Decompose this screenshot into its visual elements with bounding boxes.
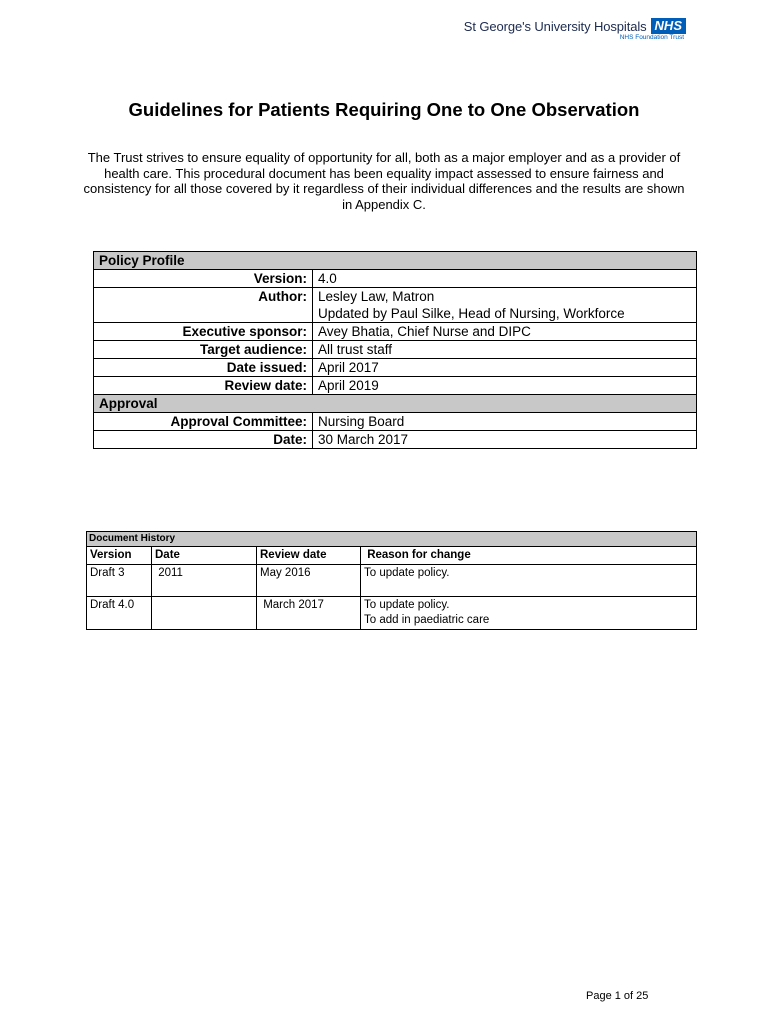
profile-value: Avey Bhatia, Chief Nurse and DIPC (313, 323, 697, 341)
approval-value: 30 March 2017 (313, 431, 697, 449)
profile-label: Version: (94, 270, 313, 288)
history-reason (361, 597, 697, 630)
profile-label: Author: (94, 288, 313, 323)
trust-name: St George's University Hospitals (463, 18, 647, 34)
approval-label: Approval Committee: (94, 413, 313, 431)
history-title-row (87, 532, 697, 547)
profile-value: April 2017 (313, 359, 697, 377)
history-review-date: March 2017 (257, 597, 361, 630)
history-reason-line: To update policy. (364, 599, 450, 611)
profile-label: Target audience: (94, 341, 313, 359)
profile-value: All trust staff (313, 341, 697, 359)
table-row (87, 565, 697, 597)
column-header: Date (152, 547, 257, 565)
approval-value: Nursing Board (313, 413, 697, 431)
history-reason: To update policy. (361, 565, 697, 597)
profile-row (94, 288, 697, 323)
trust-logo (464, 18, 686, 41)
profile-label: Date issued: (94, 359, 313, 377)
author-name: Lesley Law, Matron (318, 289, 435, 304)
column-header: Version (87, 547, 152, 565)
profile-value: April 2019 (313, 377, 697, 395)
profile-row (94, 323, 697, 341)
nhs-badge: NHS (651, 18, 686, 34)
equality-statement: The Trust strives to ensure equality of opportunity for all, both as a major employer and as a provider of health care. This procedural document has been equality impact assessed to ensure fairness and consistency for all those covered by it regardless of their individual differences and the results are shown in Appendix C. (83, 150, 685, 212)
trust-subtitle: NHS Foundation Trust (619, 34, 684, 41)
approval-heading: Approval (94, 395, 697, 413)
approval-row (94, 431, 697, 449)
profile-row (94, 359, 697, 377)
column-header: Review date (257, 547, 361, 565)
column-header: Reason for change (361, 547, 697, 565)
history-version: Draft 3 (87, 565, 152, 597)
history-title: Document History (87, 532, 697, 547)
profile-row (94, 270, 697, 288)
approval-row (94, 413, 697, 431)
profile-row (94, 341, 697, 359)
history-header-row (87, 547, 697, 565)
document-title: Guidelines for Patients Requiring One to One Observation (128, 99, 640, 120)
history-date (152, 597, 257, 630)
table-row (87, 597, 697, 630)
approval-label: Date: (94, 431, 313, 449)
policy-profile-heading-row (94, 252, 697, 270)
profile-value: 4.0 (313, 270, 697, 288)
document-history-table (86, 531, 697, 630)
profile-label: Review date: (94, 377, 313, 395)
history-version: Draft 4.0 (87, 597, 152, 630)
author-update: Updated by Paul Silke, Head of Nursing, Workforce (318, 306, 625, 321)
profile-row (94, 377, 697, 395)
history-reason-line: To add in paediatric care (364, 614, 490, 626)
profile-label: Executive sponsor: (94, 323, 313, 341)
history-review-date: May 2016 (257, 565, 361, 597)
policy-profile-table (93, 251, 697, 449)
profile-value (313, 288, 697, 323)
policy-profile-heading: Policy Profile (94, 252, 697, 270)
history-date: 2011 (152, 565, 257, 597)
approval-heading-row (94, 395, 697, 413)
page-number: Page 1 of 25 (586, 990, 649, 1002)
